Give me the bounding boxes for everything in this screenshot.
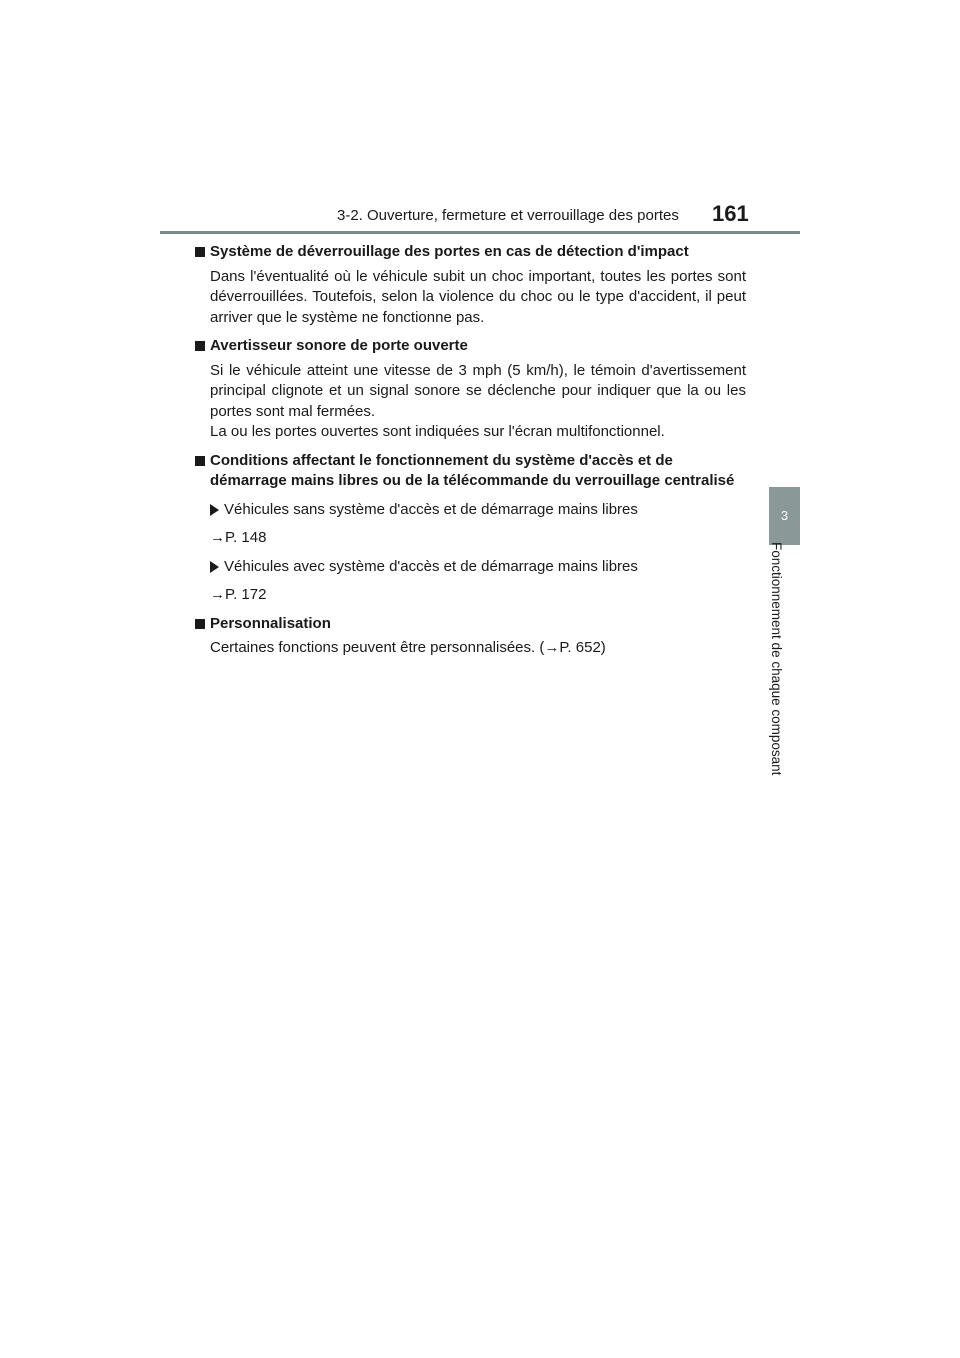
section-title bbox=[195, 614, 746, 635]
page-reference[interactable] bbox=[210, 585, 746, 606]
triangle-bullet-icon bbox=[210, 561, 219, 573]
page-number: 161 bbox=[712, 201, 749, 226]
triangle-bullet-icon bbox=[210, 504, 219, 516]
section-title-text: Conditions affectant le fonctionnement du système d'accès et de démarrage mains libres ou de la télécommande du verrouillage centralisé bbox=[210, 451, 735, 489]
square-bullet-icon bbox=[195, 456, 205, 466]
variant-item bbox=[210, 557, 746, 578]
section-title bbox=[195, 242, 746, 263]
variant-text: Véhicules avec système d'accès et de démarrage mains libres bbox=[224, 557, 638, 575]
square-bullet-icon bbox=[195, 619, 205, 629]
section-title-text: Avertisseur sonore de porte ouverte bbox=[210, 337, 468, 354]
reference-text: P. 172 bbox=[225, 586, 267, 603]
reference-text: P. 148 bbox=[225, 529, 267, 546]
section-body bbox=[210, 267, 746, 329]
section-buzzer bbox=[210, 336, 746, 443]
paragraph-text: ) bbox=[600, 639, 606, 656]
section-custom bbox=[210, 614, 746, 659]
page-reference[interactable]: P. 652 bbox=[559, 639, 601, 656]
paragraph: Si le véhicule atteint une vitesse de 3 mph (5 km/h), le témoin d'avertissement principal clignote et un signal sonore se déclenche pour indiquer que la ou les portes sont mal fermées. bbox=[210, 361, 746, 420]
section-title bbox=[195, 451, 746, 492]
chapter-title: Fonctionnement de chaque composant bbox=[769, 542, 784, 776]
arrow-right-icon: → bbox=[210, 529, 225, 546]
page-header-title: 3-2. Ouverture, fermeture et verrouillage des portes bbox=[337, 207, 679, 224]
paragraph bbox=[210, 638, 746, 659]
section-title-text: Personnalisation bbox=[210, 614, 331, 632]
page-reference[interactable] bbox=[210, 528, 746, 549]
square-bullet-icon bbox=[195, 341, 205, 351]
page-content bbox=[210, 242, 746, 667]
section-title bbox=[195, 336, 746, 357]
section-title-text: Système de déverrouillage des portes en cas de détection d'impact bbox=[210, 243, 689, 260]
chapter-tab: 3 bbox=[769, 487, 800, 545]
header-rule bbox=[160, 231, 800, 234]
section-body bbox=[210, 638, 746, 659]
section-impact bbox=[210, 242, 746, 328]
paragraph: Dans l'éventualité où le véhicule subit un choc important, toutes les portes sont déverrouillées. Toutefois, selon la violence du choc ou le type d'accident, il peut arriver que le système ne fonctionne pas. bbox=[210, 267, 746, 326]
square-bullet-icon bbox=[195, 247, 205, 257]
paragraph: La ou les portes ouvertes sont indiquées sur l'écran multifonctionnel. bbox=[210, 423, 665, 440]
arrow-right-icon: → bbox=[544, 639, 560, 656]
section-body bbox=[210, 361, 746, 443]
arrow-right-icon: → bbox=[210, 586, 225, 603]
paragraph-text: Certaines fonctions peuvent être personnalisées. ( bbox=[210, 639, 545, 656]
section-conditions bbox=[210, 451, 746, 606]
variant-text: Véhicules sans système d'accès et de démarrage mains libres bbox=[224, 500, 638, 518]
variant-item bbox=[210, 500, 746, 521]
